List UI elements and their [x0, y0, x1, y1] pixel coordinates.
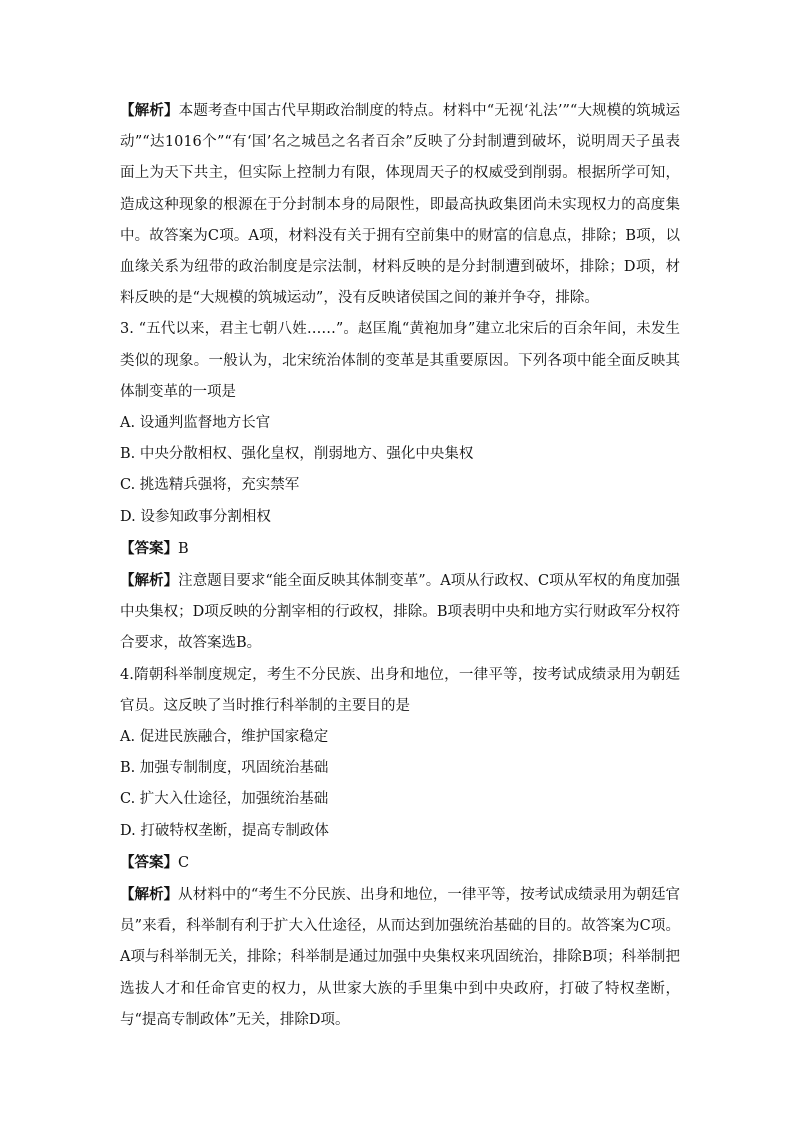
question-3-option-b: B. 中央分散相权、强化皇权，削弱地方、强化中央集权 — [120, 446, 474, 463]
answer-label: 【答案】 — [120, 853, 178, 871]
analysis-label: 【解析】 — [120, 572, 179, 590]
question-3-option-d: D. 设参知政事分割相权 — [120, 508, 271, 525]
analysis-label: 【解析】 — [120, 102, 179, 119]
analysis-text: 本题考查中国古代早期政治制度的特点。材料中“无视‘礼法’”“大规模的筑城运动”“达1016个”“有‘国’名之城邑之名者百余”反映了分封制遭到破坏，说明周天子虽表面上为天下共主，但实际上控制力有限，体现周天子的权威受到削弱。根据所学可知，造成这种现象的根源在于分封制本身的局限性，即最高执政集团尚未实现权力的高度集中。故答案为C项。A项，材料没有关于拥有空前集中的财富的信息点，排除；B项，以血缘关系为纽带的政治制度是宗法制，材料反映的是分封制遭到破坏，排除；D项，材料反映的是“大规模的筑城运动”，没有反映诸侯国之间的兼并争夺，排除。 — [120, 103, 680, 307]
question-4-answer — [120, 847, 680, 879]
answer-value: B — [178, 540, 189, 557]
question-3-analysis — [120, 565, 680, 660]
question-3-option-a: A. 设通判监督地方长官 — [120, 415, 271, 432]
analysis-text: 注意题目要求“能全面反映其体制变革”。A项从行政权、C项从军权的角度加强中央集权；D项反映的分割宰相的行政权，排除。B项表明中央和地方实行财政军分权符合要求，故答案选B。 — [120, 573, 681, 652]
answer-value: C — [178, 854, 190, 871]
analysis-label: 【解析】 — [120, 886, 179, 904]
answer-label: 【答案】 — [120, 539, 178, 557]
question-4-analysis — [120, 879, 680, 1036]
question-4-stem: 4.隋朝科举制度规定，考生不分民族、出身和地位，一律平等，按考试成绩录用为朝廷官员。这反映了当时推行科举制的主要目的是 — [120, 666, 680, 714]
question-4-option-c: C. 扩大入仕途径，加强统治基础 — [120, 791, 329, 808]
analysis-paragraph-q2 — [120, 95, 680, 314]
question-3-answer — [120, 533, 680, 565]
question-4-option-a: A. 促进民族融合，维护国家稳定 — [120, 729, 329, 746]
question-4-option-b: B. 加强专制制度，巩固统治基础 — [120, 760, 329, 777]
question-4-option-d: D. 打破特权垄断，提高专制政体 — [120, 822, 329, 839]
question-3-stem: 3. “五代以来，君主七朝八姓……”。赵匡胤“黄袍加身”建立北宋后的百余年间，未发生类似的现象。一般认为，北宋统治体制的变革是其重要原因。下列各项中能全面反映其体制变革的一项是 — [120, 321, 680, 400]
document-page — [120, 95, 680, 1036]
analysis-text: 从材料中的“考生不分民族、出身和地位，一律平等，按考试成绩录用为朝廷官员”来看，科举制有利于扩大入仕途径，从而达到加强统治基础的目的。故答案为C项。A项与科举制无关，排除；科举制是通过加强中央集权来巩固统治，排除B项；科举制把选拔人才和任命官吏的权力，从世家大族的手里集中到中央政府，打破了特权垄断，与“提高专制政体”无关，排除D项。 — [120, 887, 680, 1028]
question-3-option-c: C. 挑选精兵强将，充实禁军 — [120, 477, 300, 494]
